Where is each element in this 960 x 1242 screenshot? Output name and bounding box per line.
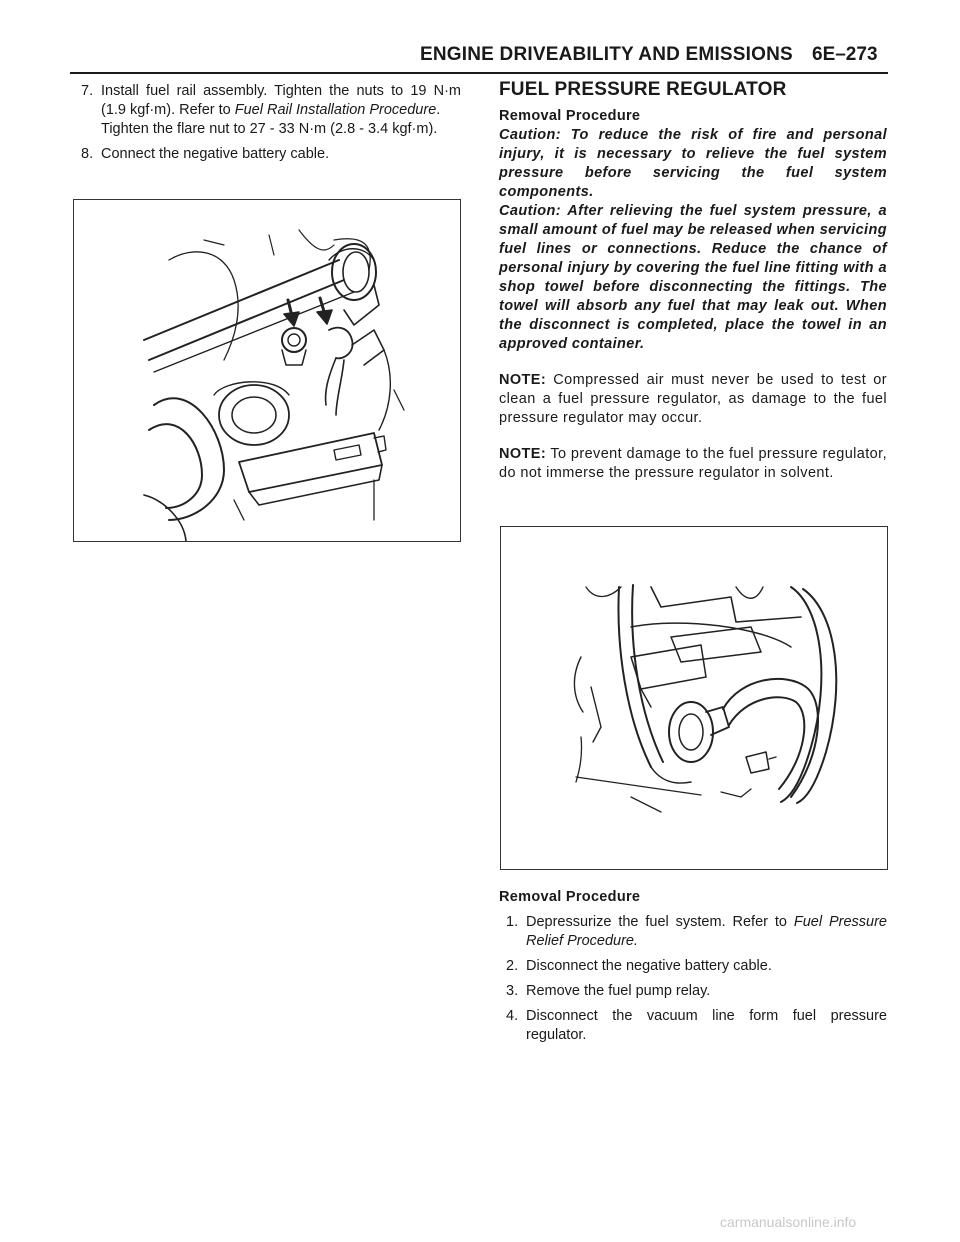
page-header-title: ENGINE DRIVEABILITY AND EMISSIONS	[420, 44, 793, 65]
step-number: 2.	[506, 958, 519, 974]
procedure-reference: Fuel Pressure Relief Procedure.	[526, 914, 887, 949]
step-subtext: Tighten the flare nut to 27 - 33 N·m (2.8 - 3.4 kgf·m).	[101, 121, 438, 137]
step-text-part: Install fuel rail assembly. Tighten the nuts to 19 N·m (1.9 kgf·m). Refer to	[101, 83, 461, 118]
step-text	[101, 82, 461, 120]
step-text: Remove the fuel pump relay.	[526, 983, 711, 999]
step-number: 3.	[506, 983, 519, 999]
step-text-part: Depressurize the fuel system. Refer to	[526, 914, 794, 930]
fuel-pressure-regulator-illustration	[500, 526, 888, 870]
note-text: Compressed air must never be used to test or clean a fuel pressure regulator, as damage to the fuel pressure regulator may occur.	[499, 372, 887, 426]
caution-fuel-release: Caution: After relieving the fuel system pressure, a small amount of fuel may be released when servicing fuel lines or connections. Reduce the chance of personal injury by covering the fuel line fitting with a shop towel before disconnecting the fittings. The towel will absorb any fuel that may leak out. When the disconnect is completed, place the towel in an approved container.	[499, 203, 887, 352]
subsection-heading: Removal Procedure	[499, 108, 641, 124]
step-number: 7.	[81, 83, 94, 99]
step-text: Connect the negative battery cable.	[101, 146, 330, 162]
page-number: 6E–273	[812, 44, 878, 65]
note-compressed-air	[499, 371, 887, 428]
step-text-part: .	[436, 102, 441, 118]
removal-step-2	[499, 957, 887, 976]
fuel-rail-illustration	[73, 199, 461, 542]
removal-step-1	[499, 913, 887, 951]
note-label: NOTE:	[499, 372, 547, 388]
step-7	[74, 82, 461, 139]
removal-step-3	[499, 982, 887, 1001]
left-column	[74, 82, 461, 170]
removal-procedure	[499, 888, 887, 1051]
step-8	[74, 145, 461, 164]
step-text	[526, 913, 887, 951]
note-label: NOTE:	[499, 446, 547, 462]
watermark: carmanualsonline.info	[720, 1214, 857, 1230]
step-number: 4.	[506, 1008, 519, 1024]
step-text: Disconnect the vacuum line form fuel pressure regulator.	[526, 1008, 887, 1043]
right-column	[499, 80, 887, 483]
procedure-reference: Fuel Rail Installation Procedure	[234, 102, 437, 118]
removal-step-4	[499, 1007, 887, 1045]
step-number: 1.	[506, 914, 519, 930]
note-text: To prevent damage to the fuel pressure regulator, do not immerse the pressure regulator in solvent.	[499, 446, 887, 481]
note-solvent	[499, 445, 887, 483]
step-number: 8.	[81, 146, 94, 162]
header-divider	[70, 72, 888, 74]
step-text: Disconnect the negative battery cable.	[526, 958, 772, 974]
section-title: FUEL PRESSURE REGULATOR	[499, 79, 787, 100]
caution-fire-risk: Caution: To reduce the risk of fire and personal injury, it is necessary to relieve the fuel system pressure before servicing the fuel system components.	[499, 127, 887, 200]
subsection-heading: Removal Procedure	[499, 889, 641, 905]
